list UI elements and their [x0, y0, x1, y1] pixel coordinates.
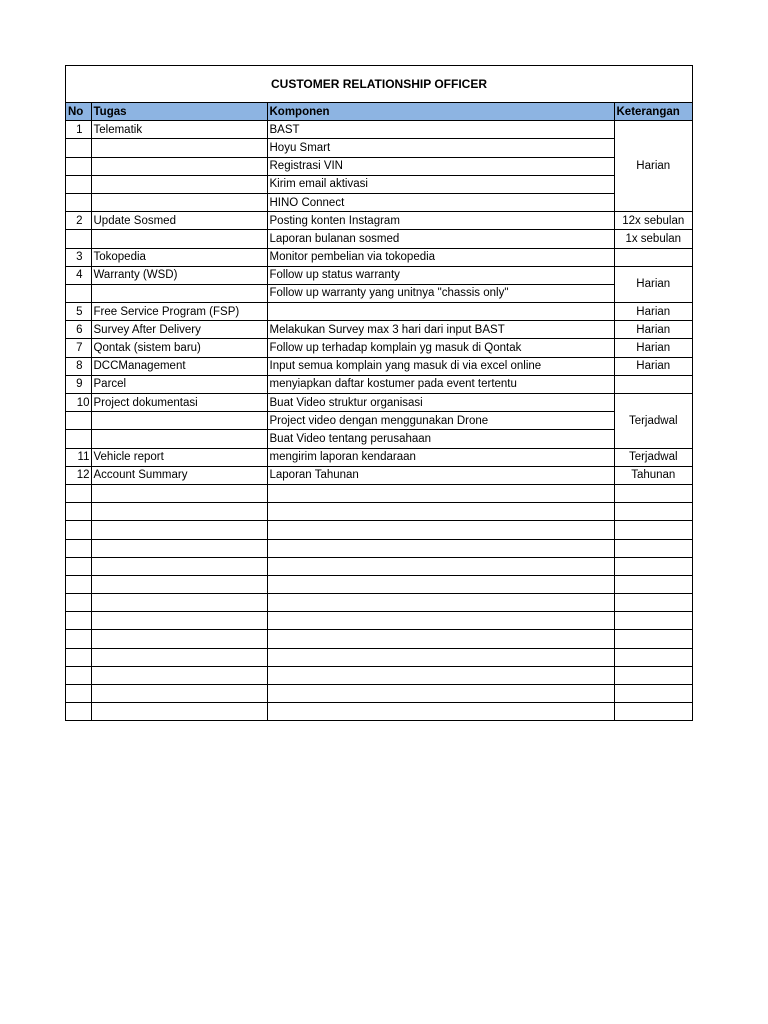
- empty-cell: [66, 630, 91, 648]
- header-tugas: Tugas: [91, 103, 267, 121]
- empty-cell: [91, 666, 267, 684]
- cell-keterangan: Terjadwal: [614, 448, 692, 466]
- cell-tugas: Update Sosmed: [91, 212, 267, 230]
- cell-no: 11: [66, 448, 91, 466]
- empty-cell: [66, 539, 91, 557]
- empty-cell: [267, 612, 614, 630]
- cell-tugas: Tokopedia: [91, 248, 267, 266]
- cell-komponen: mengirim laporan kendaraan: [267, 448, 614, 466]
- sheet-title: CUSTOMER RELATIONSHIP OFFICER: [66, 66, 692, 103]
- empty-cell: [66, 594, 91, 612]
- cell-no: [66, 139, 91, 157]
- empty-row: [66, 666, 692, 684]
- table-row: [66, 121, 692, 139]
- header-no: No: [66, 103, 91, 121]
- empty-cell: [614, 539, 692, 557]
- cell-komponen: Input semua komplain yang masuk di via excel online: [267, 357, 614, 375]
- cell-no: 9: [66, 375, 91, 393]
- cell-keterangan: Harian: [614, 321, 692, 339]
- cell-komponen: Laporan Tahunan: [267, 466, 614, 484]
- cell-keterangan: Tahunan: [614, 466, 692, 484]
- empty-cell: [66, 703, 91, 721]
- empty-cell: [614, 685, 692, 703]
- table-row: [66, 248, 692, 266]
- empty-cell: [614, 666, 692, 684]
- cell-no: [66, 284, 91, 302]
- empty-cell: [91, 612, 267, 630]
- cell-keterangan: Harian: [614, 339, 692, 357]
- cell-keterangan: Harian: [614, 357, 692, 375]
- cell-no: 6: [66, 321, 91, 339]
- empty-row: [66, 557, 692, 575]
- empty-cell: [614, 648, 692, 666]
- cell-komponen: BAST: [267, 121, 614, 139]
- header-keterangan: Keterangan: [614, 103, 692, 121]
- cell-tugas: [91, 175, 267, 193]
- empty-cell: [267, 594, 614, 612]
- empty-cell: [66, 648, 91, 666]
- empty-row: [66, 539, 692, 557]
- empty-cell: [614, 503, 692, 521]
- empty-cell: [614, 521, 692, 539]
- cell-komponen: Melakukan Survey max 3 hari dari input BAST: [267, 321, 614, 339]
- cell-tugas: DCCManagement: [91, 357, 267, 375]
- cell-no: 8: [66, 357, 91, 375]
- cell-komponen: HINO Connect: [267, 193, 614, 211]
- cell-tugas: Warranty (WSD): [91, 266, 267, 284]
- empty-cell: [91, 594, 267, 612]
- table-row: [66, 303, 692, 321]
- cell-komponen: Monitor pembelian via tokopedia: [267, 248, 614, 266]
- cell-tugas: [91, 139, 267, 157]
- empty-row: [66, 503, 692, 521]
- empty-cell: [66, 575, 91, 593]
- empty-cell: [66, 612, 91, 630]
- cell-komponen: Follow up terhadap komplain yg masuk di Qontak: [267, 339, 614, 357]
- spreadsheet: [65, 65, 693, 721]
- empty-cell: [91, 703, 267, 721]
- empty-cell: [267, 521, 614, 539]
- cell-tugas: Vehicle report: [91, 448, 267, 466]
- table-row: [66, 157, 692, 175]
- cell-keterangan: 1x sebulan: [614, 230, 692, 248]
- empty-row: [66, 594, 692, 612]
- empty-cell: [267, 575, 614, 593]
- table-row: [66, 466, 692, 484]
- cell-no: [66, 430, 91, 448]
- cell-tugas: [91, 430, 267, 448]
- cell-tugas: Qontak (sistem baru): [91, 339, 267, 357]
- empty-cell: [267, 557, 614, 575]
- header-komponen: Komponen: [267, 103, 614, 121]
- empty-cell: [66, 484, 91, 502]
- cell-tugas: [91, 412, 267, 430]
- empty-cell: [614, 557, 692, 575]
- cell-keterangan: Harian: [614, 121, 692, 212]
- empty-cell: [91, 575, 267, 593]
- table-row: [66, 394, 692, 412]
- empty-cell: [267, 630, 614, 648]
- empty-row: [66, 521, 692, 539]
- empty-cell: [267, 685, 614, 703]
- cell-komponen: Hoyu Smart: [267, 139, 614, 157]
- cell-tugas: Project dokumentasi: [91, 394, 267, 412]
- empty-row: [66, 612, 692, 630]
- empty-cell: [267, 703, 614, 721]
- empty-cell: [614, 630, 692, 648]
- table-row: [66, 193, 692, 211]
- cell-tugas: Survey After Delivery: [91, 321, 267, 339]
- cell-no: 1: [66, 121, 91, 139]
- cell-keterangan: [614, 248, 692, 266]
- empty-cell: [267, 503, 614, 521]
- empty-row: [66, 648, 692, 666]
- cell-komponen: Posting konten Instagram: [267, 212, 614, 230]
- cell-komponen: Follow up warranty yang unitnya "chassis only": [267, 284, 614, 302]
- empty-cell: [614, 703, 692, 721]
- empty-row: [66, 575, 692, 593]
- empty-cell: [66, 557, 91, 575]
- cell-no: [66, 175, 91, 193]
- cell-no: 7: [66, 339, 91, 357]
- table-row: [66, 357, 692, 375]
- cell-komponen: Buat Video tentang perusahaan: [267, 430, 614, 448]
- cell-no: [66, 193, 91, 211]
- table-row: [66, 284, 692, 302]
- empty-cell: [91, 503, 267, 521]
- cell-keterangan: [614, 375, 692, 393]
- empty-cell: [614, 594, 692, 612]
- cell-keterangan: 12x sebulan: [614, 212, 692, 230]
- empty-cell: [91, 685, 267, 703]
- empty-cell: [91, 521, 267, 539]
- cell-tugas: Account Summary: [91, 466, 267, 484]
- cell-tugas: [91, 157, 267, 175]
- cell-komponen: Registrasi VIN: [267, 157, 614, 175]
- task-table: [66, 103, 692, 720]
- empty-row: [66, 484, 692, 502]
- cell-tugas: Parcel: [91, 375, 267, 393]
- cell-keterangan: Harian: [614, 303, 692, 321]
- cell-komponen: menyiapkan daftar kostumer pada event tertentu: [267, 375, 614, 393]
- cell-komponen: [267, 303, 614, 321]
- cell-komponen: Laporan bulanan sosmed: [267, 230, 614, 248]
- empty-row: [66, 703, 692, 721]
- table-row: [66, 448, 692, 466]
- empty-cell: [267, 666, 614, 684]
- table-row: [66, 430, 692, 448]
- empty-cell: [614, 575, 692, 593]
- cell-no: 2: [66, 212, 91, 230]
- header-row: [66, 103, 692, 121]
- table-row: [66, 175, 692, 193]
- table-row: [66, 139, 692, 157]
- cell-tugas: [91, 193, 267, 211]
- empty-cell: [614, 484, 692, 502]
- empty-cell: [91, 648, 267, 666]
- cell-no: [66, 157, 91, 175]
- cell-keterangan: Terjadwal: [614, 394, 692, 449]
- cell-komponen: Kirim email aktivasi: [267, 175, 614, 193]
- empty-cell: [91, 557, 267, 575]
- empty-row: [66, 685, 692, 703]
- empty-cell: [91, 630, 267, 648]
- empty-cell: [66, 666, 91, 684]
- cell-no: 3: [66, 248, 91, 266]
- cell-komponen: Follow up status warranty: [267, 266, 614, 284]
- empty-cell: [66, 521, 91, 539]
- table-row: [66, 375, 692, 393]
- cell-komponen: Project video dengan menggunakan Drone: [267, 412, 614, 430]
- empty-row: [66, 630, 692, 648]
- cell-no: 10: [66, 394, 91, 412]
- empty-cell: [267, 539, 614, 557]
- cell-no: 4: [66, 266, 91, 284]
- empty-cell: [91, 539, 267, 557]
- cell-tugas: Telematik: [91, 121, 267, 139]
- empty-cell: [614, 612, 692, 630]
- cell-no: 5: [66, 303, 91, 321]
- empty-cell: [91, 484, 267, 502]
- table-row: [66, 412, 692, 430]
- cell-tugas: [91, 230, 267, 248]
- cell-komponen: Buat Video struktur organisasi: [267, 394, 614, 412]
- table-row: [66, 212, 692, 230]
- cell-tugas: Free Service Program (FSP): [91, 303, 267, 321]
- cell-tugas: [91, 284, 267, 302]
- empty-cell: [267, 648, 614, 666]
- empty-cell: [66, 503, 91, 521]
- table-row: [66, 266, 692, 284]
- cell-keterangan: Harian: [614, 266, 692, 302]
- cell-no: [66, 230, 91, 248]
- cell-no: [66, 412, 91, 430]
- table-row: [66, 321, 692, 339]
- empty-cell: [66, 685, 91, 703]
- empty-cell: [267, 484, 614, 502]
- cell-no: 12: [66, 466, 91, 484]
- table-row: [66, 339, 692, 357]
- table-row: [66, 230, 692, 248]
